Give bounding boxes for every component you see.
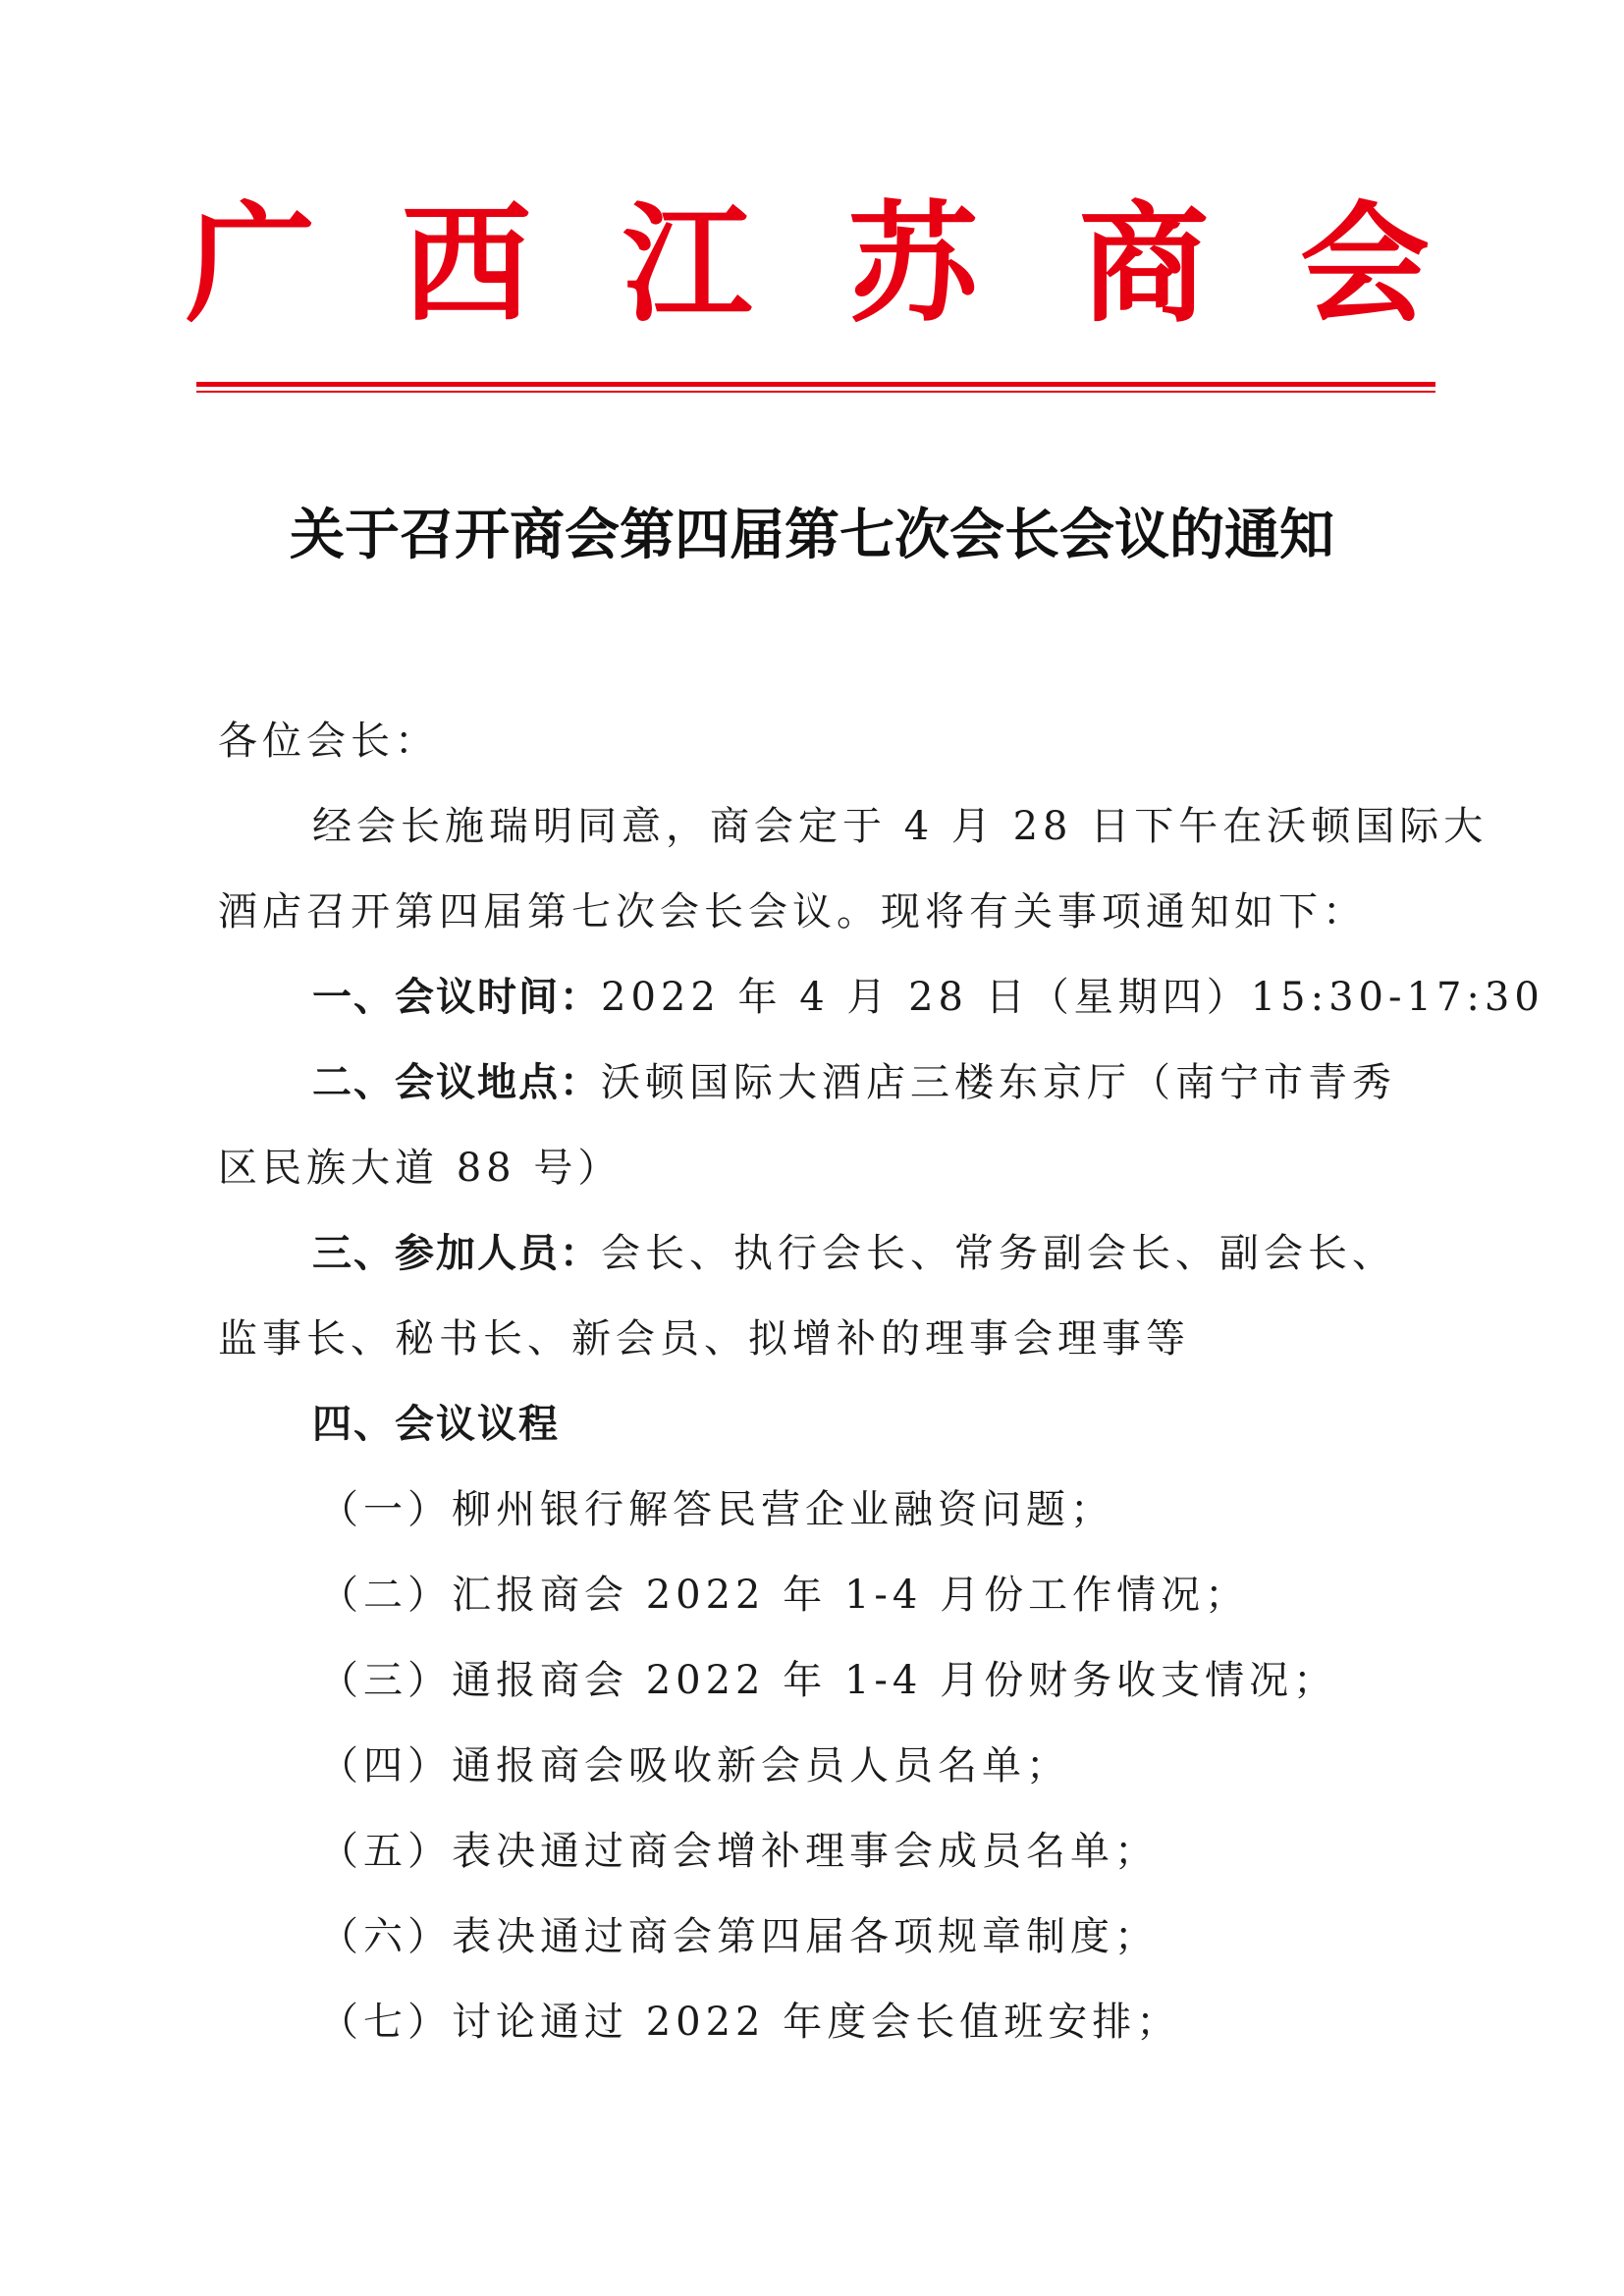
agenda-heading (312, 1395, 560, 1454)
agenda-item: （四）通报商会吸收新会员人员名单； (319, 1743, 1070, 1789)
agenda-item: （五）表决通过商会增补理事会成员名单； (319, 1829, 1159, 1874)
intro-line-1: 经会长施瑞明同意，商会定于 4 月 28 日下午在沃顿国际大 (312, 804, 1489, 849)
letterhead-char: 苏 (848, 188, 978, 341)
letterhead-char: 商 (1079, 188, 1209, 341)
agenda-item: （七）讨论通过 2022 年度会长值班安排； (319, 2000, 1181, 2045)
document-title: 关于召开商会第四届第七次会长会议的通知 (290, 503, 1334, 567)
attendees-continued: 监事长、秘书长、新会员、拟增补的理事会理事等 (218, 1316, 1190, 1362)
meeting-time (312, 968, 1544, 1027)
attendees-label: 三、参加人员： (312, 1231, 601, 1276)
letterhead-divider-thin (196, 391, 1435, 393)
attendees (312, 1224, 1396, 1283)
meeting-place-label: 二、会议地点： (312, 1060, 601, 1105)
agenda-label: 四、会议议程 (312, 1402, 560, 1447)
meeting-place (312, 1053, 1396, 1112)
salutation: 各位会长： (218, 719, 439, 764)
attendees-value: 会长、执行会长、常务副会长、副会长、 (601, 1231, 1396, 1276)
letterhead-char: 江 (623, 188, 752, 341)
letterhead (0, 188, 1624, 341)
letterhead-divider-thick (196, 382, 1435, 387)
intro-line-2: 酒店召开第四届第七次会长会议。现将有关事项通知如下： (218, 889, 1367, 934)
agenda-item: （六）表决通过商会第四届各项规章制度； (319, 1914, 1159, 1959)
letterhead-char: 会 (1300, 188, 1430, 341)
meeting-place-continued: 区民族大道 88 号） (218, 1146, 623, 1191)
letterhead-char: 西 (402, 188, 531, 341)
letterhead-char: 广 (186, 188, 315, 341)
meeting-time-value: 2022 年 4 月 28 日（星期四）15:30-17:30 (601, 975, 1544, 1020)
meeting-time-label: 一、会议时间： (312, 975, 601, 1020)
agenda-item: （三）通报商会 2022 年 1-4 月份财务收支情况； (319, 1658, 1338, 1703)
agenda-item: （一）柳州银行解答民营企业融资问题； (319, 1487, 1114, 1532)
meeting-place-value: 沃顿国际大酒店三楼东京厅（南宁市青秀 (601, 1060, 1396, 1105)
agenda-item: （二）汇报商会 2022 年 1-4 月份工作情况； (319, 1573, 1250, 1618)
